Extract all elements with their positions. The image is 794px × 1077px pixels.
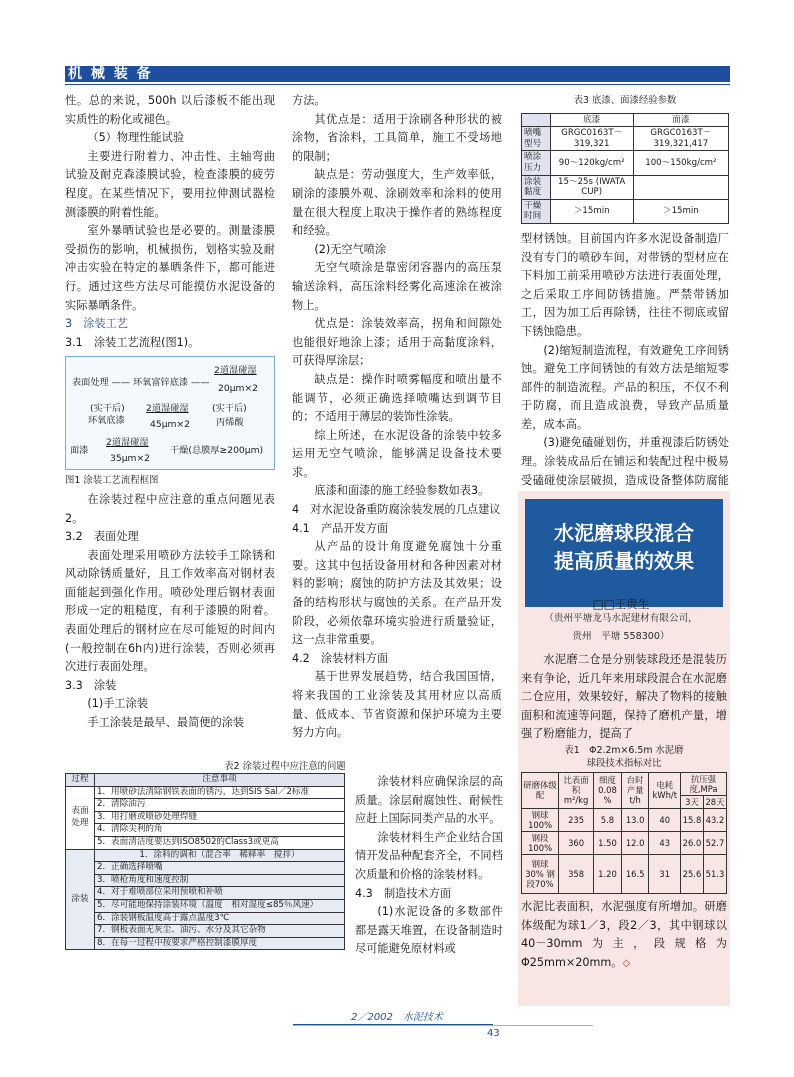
table-cell: 15.8 — [681, 808, 704, 831]
header-bar — [65, 66, 730, 82]
table-cell: 1．涂料的调和（混合率 稀释率 搅拌） — [95, 849, 345, 862]
paragraph: 室外暴晒试验也是必要的。测量漆膜受损伤的影响，机械损伤，划格实验及耐冲击实验在特定的暴晒条件下，都可能进行。通过这些方法尽可能摸仿水泥设备的实际暴晒条件。 — [65, 224, 275, 312]
affiliation-line: （贵州平塘龙马水泥建材有限公司， — [544, 613, 698, 624]
table-cell: 360 — [559, 831, 594, 854]
table-group-cell: 涂装 — [66, 849, 95, 950]
table-cell: 8．在每一过程中按要求严格控制漆膜厚度 — [95, 937, 345, 950]
flow-step: 丙烯酸 — [216, 417, 244, 429]
paragraph: 性。总的来说，500h 以后漆板不能出现实质性的粉化或褪色。 — [65, 94, 275, 126]
paragraph: 基于世界发展趋势，结合我国国情，将来我国的工业涂装及其用材应以高质量、低成本、节省资源和保护环境为主要努力方向。 — [292, 670, 502, 740]
article-affiliation — [523, 610, 719, 646]
table-cell: 52.7 — [703, 831, 726, 854]
table-cell: 7．钢板表面无灰尘、油污、水分及其它杂物 — [95, 925, 345, 938]
table-row — [66, 836, 345, 849]
table-row — [522, 199, 729, 223]
paragraph: 水泥磨二仓是分别装球段还是混装历来有争论，近几年来用球段混合在水泥磨二仓应用，效果较好，解决了物料的接触面积和流速等问题，保持了磨机产量，增强了粉磨能力，提高了 — [521, 653, 727, 741]
table-header-cell: 抗压强度,MPa — [681, 772, 727, 795]
header-rule — [65, 84, 730, 85]
table-cell: 钢球30% 钢段70% — [522, 854, 559, 893]
subheading: (1)手工涂装 — [87, 697, 148, 711]
table-row — [522, 831, 727, 854]
article-title-block — [525, 499, 723, 607]
table-row — [66, 887, 345, 900]
footer-rule — [293, 1025, 593, 1026]
table-cell: ＞15min — [550, 199, 633, 223]
paragraph: 底漆和面漆的施工经验参数如表3。 — [314, 484, 490, 498]
paragraph: 方法。 — [292, 94, 326, 107]
paragraph: 无空气喷涂是靠密闭容器内的高压泵输送涂料，高压涂料经雾化高速涂在被涂物上。 — [292, 261, 502, 312]
article-body — [521, 651, 727, 973]
table-row — [522, 151, 729, 175]
table-header-cell: 3天 — [681, 795, 704, 808]
paragraph-text: 水泥比表面积，水泥强度有所增加。研磨体级配为球1／3，段2／3，其中钢球以40－30mm为主，段规格为Φ25mm×20mm。 — [521, 899, 727, 969]
end-mark-icon: ◇ — [622, 957, 631, 969]
table-cell: 235 — [559, 808, 594, 831]
table-cell: 12.0 — [621, 831, 649, 854]
subsection-heading: 3.1 涂装工艺流程(图1)。 — [65, 335, 200, 349]
table-cell: GRGC0163T－319,321,417 — [633, 127, 728, 151]
table-cell: 6．涂装钢板温度高于露点温度3℃ — [95, 912, 345, 925]
table-cell: 26.0 — [681, 831, 704, 854]
table-row — [66, 824, 345, 837]
table-cell: 3．用打磨或喷砂处理焊缝 — [95, 811, 345, 824]
table-row — [66, 937, 345, 950]
table-cell: 钢段100% — [522, 831, 559, 854]
table-cell: ＞15min — [633, 199, 728, 223]
table-cell: 100～150kg/cm² — [633, 151, 728, 175]
flow-step: 干燥(总膜厚≥200μm) — [170, 445, 264, 457]
table-cell: 40 — [649, 808, 681, 831]
table-row — [66, 912, 345, 925]
table-cell: 2．清除油污 — [95, 799, 345, 812]
table-header-cell: 细度 0.08 % — [594, 772, 622, 808]
column-2-lower — [355, 773, 503, 959]
table-cell: 3．喷枪角度和速度控制 — [95, 874, 345, 887]
table-header-row — [522, 772, 727, 795]
table-cell: 13.0 — [621, 808, 649, 831]
paragraph: 缺点是：操作时喷雾幅度和喷出量不能调节，必须正确选择喷嘴达到调节目的；不适用于薄层的装饰性涂装。 — [292, 372, 502, 424]
table-cell: 4．清除尖利的角 — [95, 824, 345, 837]
table-cell: 干燥时间 — [522, 199, 551, 223]
table-row — [66, 899, 345, 912]
paragraph: 从产品的设计角度避免腐蚀十分重要。这其中包括设备用材和各种因素对材料的影响；腐蚀的防护方法及其效果；设备的结构形状与腐蚀的关系。在产品开发阶段，必须依靠环境实验进行质量验证，这一点非常重要。 — [292, 540, 502, 647]
subsection-heading: 3.3 涂装 — [65, 678, 117, 692]
flow-step: 面漆 — [70, 445, 89, 457]
table-cell: 钢球100% — [522, 808, 559, 831]
table-cell: 涂装黏度 — [522, 175, 551, 199]
paragraph: 其优点是：适用于涂刷各种形状的被涂物，省涂料，工具简单，施工不受场地的限制； — [292, 112, 502, 163]
table-row — [522, 175, 729, 199]
paragraph: (2)缩短制造流程，有效避免工序间锈蚀。避免工序间锈蚀的有效方法是缩短零部件的制造流程。产品的积压，不仅不利于防腐，而且造成浪费，导致产品质量差，成本高。 — [521, 343, 729, 431]
figure-1-flowchart — [65, 356, 275, 470]
subheading: (2)无空气喷涂 — [314, 242, 387, 256]
table-2-caption: 表2 涂装过程中应注意的问题 — [224, 761, 346, 772]
table-header-cell: 底漆 — [550, 113, 633, 127]
table-cell: 4．对于难喷部位采用预喷和补喷 — [95, 887, 345, 900]
table-header-cell — [522, 113, 551, 127]
table-3-caption: 表3 底漆、面漆经验参数 — [573, 95, 677, 106]
paragraph: 在涂装过程中应注意的重点问题见表2。 — [65, 492, 275, 525]
table-cell: 358 — [559, 854, 594, 893]
column-1 — [65, 92, 275, 733]
table-cell: 喷嘴型号 — [522, 127, 551, 151]
table-header-cell: 电耗 kWh/t — [649, 772, 681, 808]
subsection-heading: 4.2 涂装材料方面 — [292, 651, 389, 665]
paragraph: 综上所述，在水泥设备的涂装中较多运用无空气喷涂，能够满足设备技术要求。 — [292, 428, 502, 479]
flow-step: (实干后) — [90, 403, 125, 415]
caption-line: 球段技术指标对比 — [586, 757, 662, 769]
flow-step: 表面处理 —— 环氧富锌底漆 —— — [72, 377, 210, 389]
paragraph: 缺点是：劳动强度大，生产效率低，刷涂的漆膜外观、涂刷效率和涂料的使用量在很大程度上取决于操作者的熟练程度和经验。 — [292, 168, 502, 238]
article-title-line: 水泥磨球段混合 — [554, 521, 694, 545]
article-title-line: 提高质量的效果 — [554, 549, 694, 573]
caption-line: 表1 Φ2.2m×6.5m 水泥磨 — [564, 744, 684, 756]
table-row — [66, 874, 345, 887]
paragraph: 主要进行附着力、冲击性、主轴弯曲试验及耐克森漆膜试验，检查漆膜的疲劳程度。在某些情况下，要用拉伸测试器检测漆膜的附着性能。 — [65, 149, 275, 219]
table-cell: 2．正确选择喷嘴 — [95, 862, 345, 875]
section-heading: 3 涂装工艺 — [65, 317, 129, 331]
subheading: （5）物理性能试验 — [87, 131, 185, 145]
table-header-row — [522, 113, 729, 127]
footer-issue: 2／2002 水泥技术 — [351, 1012, 443, 1023]
table-cell: 25.6 — [681, 854, 704, 893]
flow-label: 45μm×2 — [150, 419, 191, 431]
paragraph: 涂装材料应确保涂层的高质量。涂层耐腐蚀性、耐候性应赶上国际同类产品的水平。 — [355, 775, 503, 826]
affiliation-line: 贵州 平塘 558300） — [572, 631, 670, 642]
table-cell — [633, 175, 728, 199]
article-author: □□王贵生 — [592, 597, 650, 611]
table-cell: 5．尽可能地保持涂装环境（温度 相对湿度≤85％风速） — [95, 899, 345, 912]
subsection-heading: 3.2 表面处理 — [65, 530, 139, 544]
table-cell: 5.8 — [594, 808, 622, 831]
table-row — [522, 808, 727, 831]
paragraph: 型材锈蚀。目前国内许多水泥设备制造厂没有专门的喷砂车间，对带锈的型材应在下料加工前采用喷砂方法进行表面处理，之后采取工序间防锈措施。严禁带锈加工，因为加工后再除锈，往往不彻底或留下锈蚀隐患。 — [521, 231, 729, 338]
table-cell: 51.3 — [703, 854, 726, 893]
section-title: 机 械 装 备 — [68, 66, 153, 82]
flow-label: 2道湿碰湿 — [106, 437, 149, 449]
table-row — [66, 849, 345, 862]
table-header-cell: 面漆 — [633, 113, 728, 127]
table-cell: 15～25s (IWATA CUP) — [550, 175, 633, 199]
table-cell: 90～120kg/cm² — [550, 151, 633, 175]
paragraph: 表面处理采用喷砂方法较手工除锈和风动除锈质量好，且工作效率高对钢材表面能起到强化作用。喷砂处理后钢材表面形成一定的粗糙度，有利于漆膜的附着。表面处理后的钢材应在尽可能短的时间内(一般控制在6h内)进行涂装，否则必须再次进行表面处理。 — [65, 548, 275, 674]
column-3 — [521, 92, 729, 510]
flow-label: 35μm×2 — [110, 453, 151, 465]
paragraph: 手工涂装是最早、最简便的涂装 — [87, 716, 245, 730]
table-cell: GRGC0163T－319,321 — [550, 127, 633, 151]
page-number: 43 — [487, 1028, 500, 1039]
figure-caption: 图1 涂装工艺流程框图 — [65, 475, 159, 487]
table-row — [66, 799, 345, 812]
table-row — [66, 862, 345, 875]
table-cell: 43.2 — [703, 808, 726, 831]
table-row — [66, 811, 345, 824]
table-header-cell: 注意事项 — [95, 774, 345, 787]
paragraph — [521, 898, 727, 973]
table-header-cell: 过程 — [66, 774, 95, 787]
column-2 — [292, 92, 502, 743]
table-1-caption — [521, 744, 727, 770]
table-cell: 1.50 — [594, 831, 622, 854]
table-row — [522, 127, 729, 151]
section-heading: 4 对水泥设备重防腐涂装发展的几点建议 — [292, 503, 501, 517]
paragraph-text: (3)避免磕碰划伤，并重视漆后防锈处理。涂装成品后在铺运和装配过程中极易受磕碰使涂层破损，造成设备整体防腐能 — [521, 436, 729, 487]
table-header-cell: 研磨体级配 — [522, 772, 559, 808]
table-row — [66, 925, 345, 938]
table-group-cell: 表面处理 — [66, 786, 95, 849]
table-row — [522, 854, 727, 893]
table-header-cell: 比表面积 m²/kg — [559, 772, 594, 808]
paragraph: 涂装材料生产企业结合国情开发品种配套齐全，不同档次质量和价格的涂装材料。 — [355, 830, 503, 881]
subsection-heading: 4.1 产品开发方面 — [292, 521, 389, 535]
flow-step: 环氧底漆 — [88, 415, 125, 427]
paragraph: 优点是：涂装效率高，拐角和间隙处也能很好地涂上漆；适用于高黏度涂料，可获得厚涂层； — [292, 317, 502, 368]
table-cell: 16.5 — [621, 854, 649, 893]
flow-label: 2道湿碰湿 — [214, 365, 257, 377]
flow-step: (实干后) — [212, 403, 247, 415]
table-cell: 5．表面清洁度要达到ISO8502的Class3或更高 — [95, 836, 345, 849]
table-cell: 1.20 — [594, 854, 622, 893]
flow-label: 2道湿碰湿 — [146, 403, 189, 415]
flow-label: 20μm×2 — [218, 383, 259, 395]
table-cell: 31 — [649, 854, 681, 893]
table-1 — [521, 772, 727, 894]
table-header-cell: 28天 — [703, 795, 726, 808]
table-cell: 43 — [649, 831, 681, 854]
table-2 — [65, 773, 345, 950]
paragraph: (1)水泥设备的多数部件都是露天堆置，在设备制造时尽可能避免原材料或 — [355, 905, 503, 956]
table-cell: 喷涂压力 — [522, 151, 551, 175]
table-header-row — [66, 774, 345, 787]
subsection-heading: 4.3 制造技术方面 — [355, 886, 452, 900]
table-row — [66, 786, 345, 799]
table-cell: 1．用喷砂法清除钢铁表面的锈污，达到SIS Sal／2标准 — [95, 786, 345, 799]
table-header-cell: 台时产量 t/h — [621, 772, 649, 808]
table-3 — [521, 113, 729, 224]
